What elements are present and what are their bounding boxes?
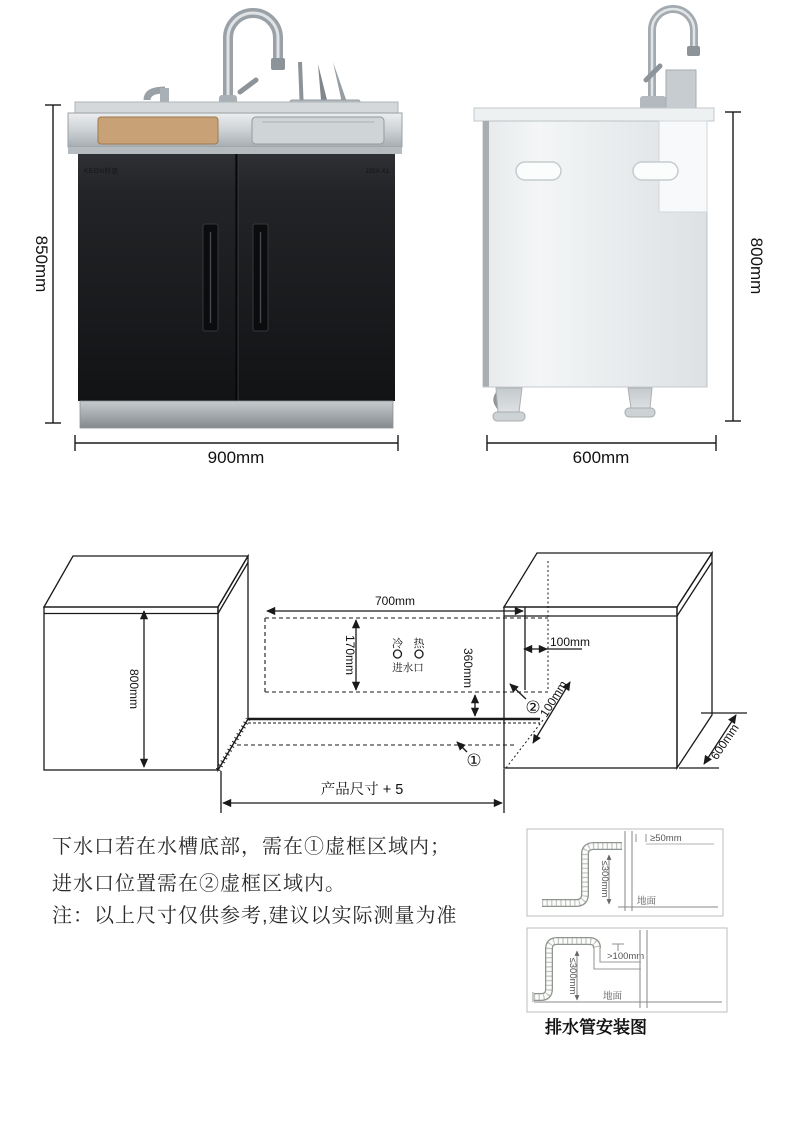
backsplash [75, 102, 398, 113]
label-170: 170mm [343, 634, 357, 676]
label-800: 800mm [127, 668, 141, 710]
front-height-label: 850mm [32, 235, 51, 293]
label-d2-max: ≤300mm [567, 957, 578, 995]
inlet-zone-dashed [265, 618, 548, 692]
faucet-side [640, 9, 700, 110]
label-d2-clearance: >100mm [607, 951, 645, 962]
front-width-label: 900mm [207, 448, 265, 467]
drain-diagram-1 [527, 829, 723, 916]
faucet-front [219, 13, 285, 113]
plinth [80, 401, 393, 428]
label-d1-ground: 地面 [637, 896, 657, 907]
label-zone1: ① [466, 751, 482, 770]
label-360: 360mm [461, 647, 475, 689]
installation-diagram [44, 553, 747, 813]
notes-block [52, 835, 458, 927]
side-countertop [474, 108, 714, 121]
label-d2-ground: 地面 [603, 991, 623, 1002]
counter-lip [68, 147, 402, 154]
side-edge-strip [483, 121, 489, 387]
label-zone2: ② [525, 698, 541, 717]
dim-side-height [725, 112, 741, 421]
label-inlet: 进水口 [392, 662, 424, 674]
handle-recess-2 [633, 162, 678, 180]
cutting-board [98, 117, 218, 144]
drain-diagram-caption: 排水管安装图 [545, 1018, 647, 1037]
note-line-1: 下水口若在水槽底部，需在①虚框区域内； [52, 836, 451, 858]
left-cabinet-box [44, 556, 248, 770]
brand-logo: KEON科恩 [84, 168, 119, 175]
label-hot: 热 [413, 638, 425, 650]
label-100-depth: 100mm [537, 678, 571, 720]
model-label: JJSX-X1 [365, 169, 389, 175]
cold-inlet-hole [394, 650, 402, 658]
note-line-3: 注：以上尺寸仅供参考,建议以实际测量为准 [52, 905, 458, 927]
side-view-figure [474, 9, 766, 467]
label-700: 700mm [374, 594, 416, 608]
side-width-label: 600mm [572, 448, 630, 467]
label-d1-clearance: ≥50mm [650, 833, 682, 844]
label-600-depth: 600mm [707, 721, 742, 763]
label-100-top: 100mm [550, 635, 591, 649]
sink-basin [252, 117, 384, 144]
right-cabinet-box [504, 553, 712, 768]
label-cold: 冷 [392, 638, 403, 650]
side-height-label: 800mm [747, 237, 766, 295]
drain-diagram-2 [527, 928, 727, 1012]
hot-inlet-hole [415, 650, 423, 658]
note-line-2: 进水口位置需在②虚框区域内。 [52, 873, 346, 895]
label-product-size: 产品尺寸 + 5 [320, 782, 404, 798]
front-view-figure [32, 13, 402, 467]
label-d1-max: ≤300mm [599, 860, 610, 898]
handle-recess-1 [516, 162, 561, 180]
